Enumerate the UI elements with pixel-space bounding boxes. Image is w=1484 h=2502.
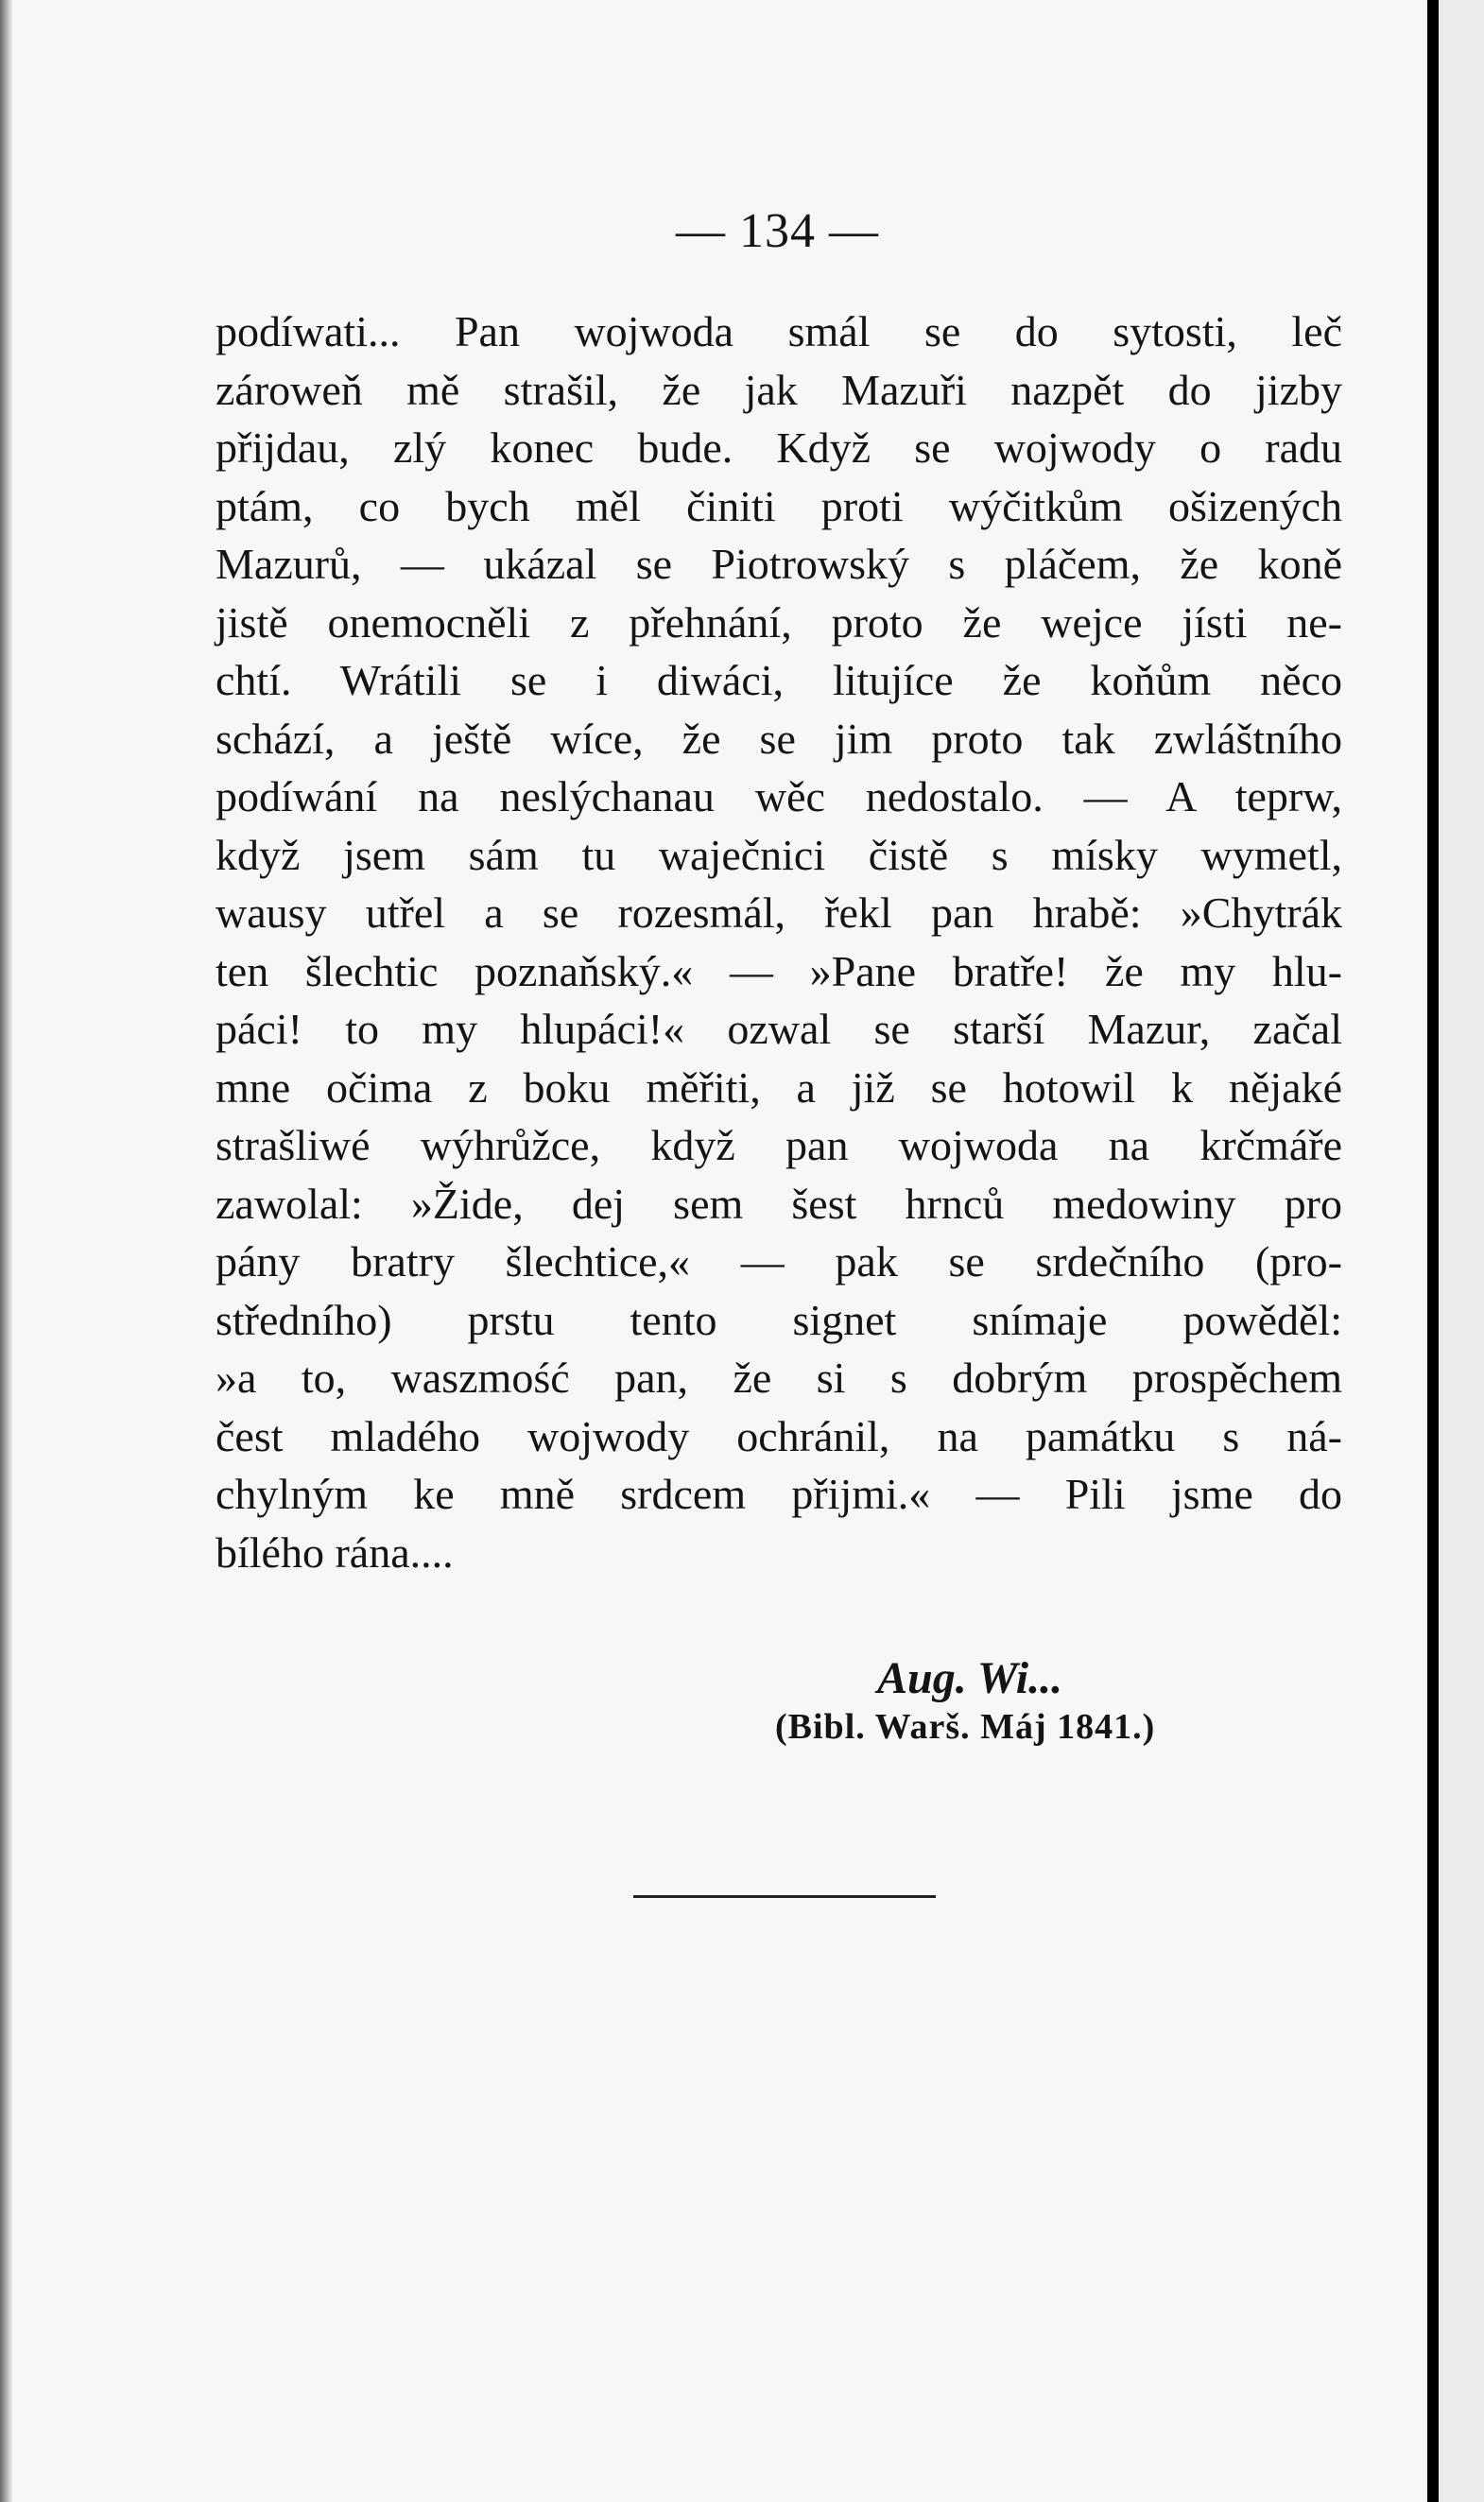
text-line: když jsem sám tu waječnici čistě s mísky wymetl, xyxy=(216,830,1342,879)
text-line: páci! to my hlupáci!« ozwal se starší Mazur, začal xyxy=(216,1005,1342,1053)
text-line: podíwati... Pan wojwoda smál se do sytosti, leč xyxy=(216,307,1342,355)
text-line: chylným ke mně srdcem přijmi.« — Pili jsme do xyxy=(216,1470,1342,1518)
text-line: podíwání na neslýchanau wěc nedostalo. — A teprw, xyxy=(216,772,1342,820)
text-line: wausy utřel a se rozesmál, řekl pan hrabě: »Chytrák xyxy=(216,889,1342,937)
text-line: strašliwé wýhrůžce, když pan wojwoda na krčmáře xyxy=(216,1121,1342,1169)
text-line: schází, a ještě wíce, že se jim proto tak zwláštního xyxy=(216,714,1342,763)
text-line: přijdau, zlý konec bude. Když se wojwody o radu xyxy=(216,423,1342,472)
adjacent-page-edge xyxy=(1439,0,1484,2502)
text-line: zawolal: »Žide, dej sem šest hrnců medowiny pro xyxy=(216,1179,1342,1228)
text-line: středního) prstu tento signet snímaje powěděl: xyxy=(216,1295,1342,1344)
text-line: mne očima z boku měřiti, a již se hotowil k nějaké xyxy=(216,1062,1342,1112)
section-rule xyxy=(633,1895,936,1898)
text-line: Mazurů, — ukázal se Piotrowský s pláčem, že koně xyxy=(216,540,1342,588)
text-line: ptám, co bych měl činiti proti wýčitkům ošizených xyxy=(216,481,1342,530)
text-line: pány bratry šlechtice,« — pak se srdečního (pro- xyxy=(216,1237,1342,1286)
text-line: chtí. Wrátili se i diwáci, litujíce že koňům něco xyxy=(216,656,1342,704)
text-line: zároweň mě strašil, že jak Mazuři nazpět do jizby xyxy=(216,365,1342,414)
text-line: bílého rána.... xyxy=(216,1527,454,1577)
body-text xyxy=(216,302,1342,1581)
page-gutter-shadow xyxy=(0,0,13,2502)
text-line: ten šlechtic poznaňský.« — »Pane bratře! že my hlu- xyxy=(216,946,1342,995)
page-number: — 134 — xyxy=(676,204,879,258)
author-signature: Aug. Wi... xyxy=(877,1653,1063,1703)
text-line: čest mladého wojwody ochránil, na památku s ná- xyxy=(216,1411,1342,1460)
text-line: »a to, waszmość pan, že si s dobrým prospěchem xyxy=(216,1354,1342,1402)
source-citation: (Bibl. Warš. Máj 1841.) xyxy=(775,1707,1156,1747)
text-line: jistě onemocněli z přehnání, proto že wejce jísti ne- xyxy=(216,597,1342,647)
